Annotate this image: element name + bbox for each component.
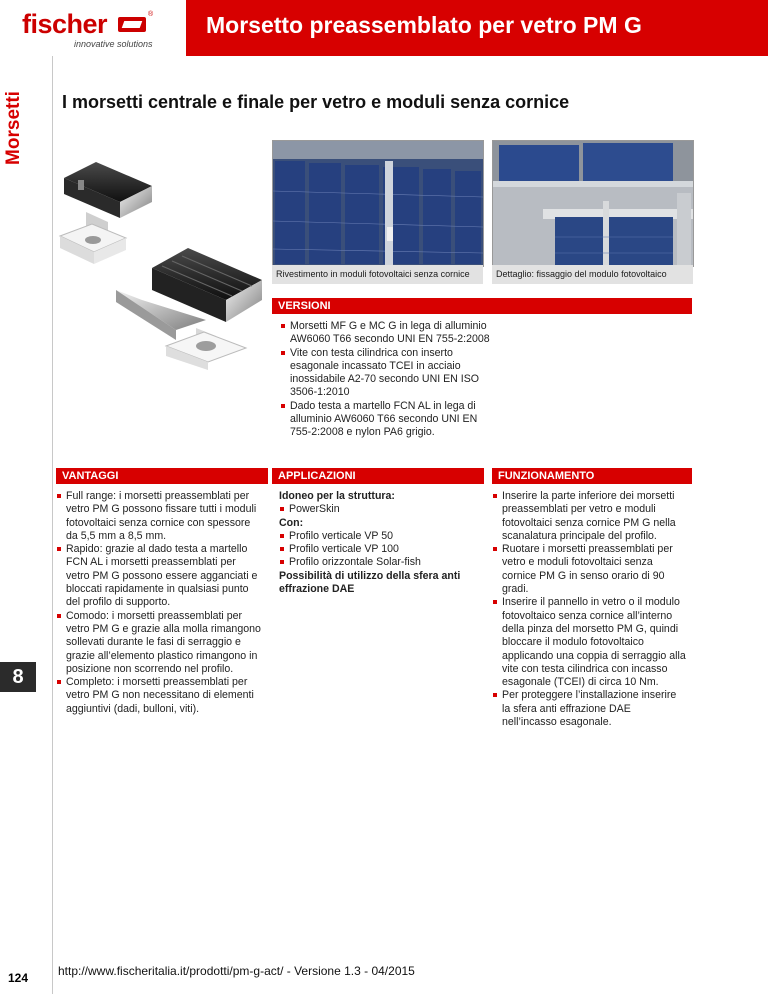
- list-item: Inserire il pannello in vetro o il modulo fotovoltaico senza cornice all’interno della pinza del morsetto PM G, quindi bloccare il modulo fotovoltaico applicando una coppia di serraggio alla vite con testa cilindrica con incasso esagonale (TCEI) di circa 10 Nm.: [492, 596, 686, 689]
- list-item: Vite con testa cilindrica con inserto esagonale incassato TCEI in acciaio inossidabile A2-70 secondo UNI EN ISO 3506-1:2010: [280, 347, 490, 400]
- logo: [0, 0, 186, 56]
- list-item: Profilo orizzontale Solar-fish: [279, 556, 479, 569]
- applicazioni-list-profiles: [279, 530, 479, 570]
- applicazioni-list-structure: [279, 503, 479, 516]
- photo-caption-detail: Dettaglio: fissaggio del modulo fotovoltaico: [492, 265, 693, 284]
- list-item: Per proteggere l’installazione inserire la sfera anti effrazione DAE nell’incasso esagonale.: [492, 689, 686, 729]
- list-item: Morsetti MF G e MC G in lega di alluminio AW6060 T66 secondo UNI EN 755-2:2008: [280, 320, 490, 347]
- list-item: Full range: i morsetti preassemblati per vetro PM G possono fissare tutti i moduli fotovoltaici senza cornice con spessore da 5,5 mm a 8,5 mm.: [56, 490, 262, 543]
- applicazioni-content: [279, 490, 479, 596]
- versioni-list: [280, 320, 490, 440]
- logo-registered: ®: [148, 11, 154, 18]
- section-header-versioni: VERSIONI: [272, 298, 692, 314]
- photo-facade: [272, 140, 484, 267]
- chapter-number: 8: [0, 662, 36, 692]
- list-item: PowerSkin: [279, 503, 479, 516]
- list-item: Comodo: i morsetti preassemblati per vetro PM G e grazie alla molla rimangono sollevati durante le fasi di serraggio e grazie all’elemento plastico rimangono in posizione non scorrendo nel profilo.: [56, 610, 262, 676]
- list-item: Rapido: grazie al dado testa a martello FCN AL i morsetti preassemblati per vetro PM G possono essere agganciati e bloccati rapidamente in qualsiasi punto del profilo di supporto.: [56, 543, 262, 609]
- section-header-applicazioni: APPLICAZIONI: [272, 468, 484, 484]
- list-item: Ruotare i morsetti preassemblati per vetro e moduli fotovoltaici senza cornice PM G in senso orario di 90 gradi.: [492, 543, 686, 596]
- list-item: Profilo verticale VP 50: [279, 530, 479, 543]
- section-title: I morsetti centrale e finale per vetro e moduli senza cornice: [62, 92, 570, 112]
- applicazioni-note: Possibilità di utilizzo della sfera anti effrazione DAE: [279, 569, 461, 596]
- product-image: [56, 140, 268, 370]
- list-item: Inserire la parte inferiore dei morsetti preassemblati per vetro e moduli fotovoltaici senza cornice PM G nella scanalatura principale del profilo.: [492, 490, 686, 543]
- section-header-funzionamento: FUNZIONAMENTO: [492, 468, 692, 484]
- logo-tagline: innovative solutions: [74, 39, 153, 49]
- footer-url[interactable]: http://www.fischeritalia.it/prodotti/pm-g-act/ - Versione 1.3 - 04/2015: [58, 964, 415, 978]
- logo-wordmark: fischer: [22, 9, 108, 39]
- applicazioni-heading: Con:: [279, 516, 304, 529]
- photo-caption-facade: Rivestimento in moduli fotovoltaici senza cornice: [272, 265, 483, 284]
- photo-detail: [492, 140, 694, 267]
- list-item: Completo: i morsetti preassemblati per vetro PM G non necessitano di elementi aggiuntivi (dadi, bulloni, viti).: [56, 676, 262, 716]
- funzionamento-list: [492, 490, 686, 729]
- side-divider: [52, 56, 53, 994]
- section-header-vantaggi: VANTAGGI: [56, 468, 268, 484]
- logo-icon-inner: [122, 21, 143, 28]
- page-title: Morsetto preassemblato per vetro PM G: [206, 12, 642, 38]
- list-item: Profilo verticale VP 100: [279, 543, 479, 556]
- page-number: 124: [0, 962, 36, 994]
- vantaggi-list: [56, 490, 262, 716]
- category-label: Morsetti: [3, 91, 24, 165]
- applicazioni-heading: Idoneo per la struttura:: [279, 490, 395, 502]
- list-item: Dado testa a martello FCN AL in lega di alluminio AW6060 T66 secondo UNI EN 755-2:2008 e nylon PA6 grigio.: [280, 400, 490, 440]
